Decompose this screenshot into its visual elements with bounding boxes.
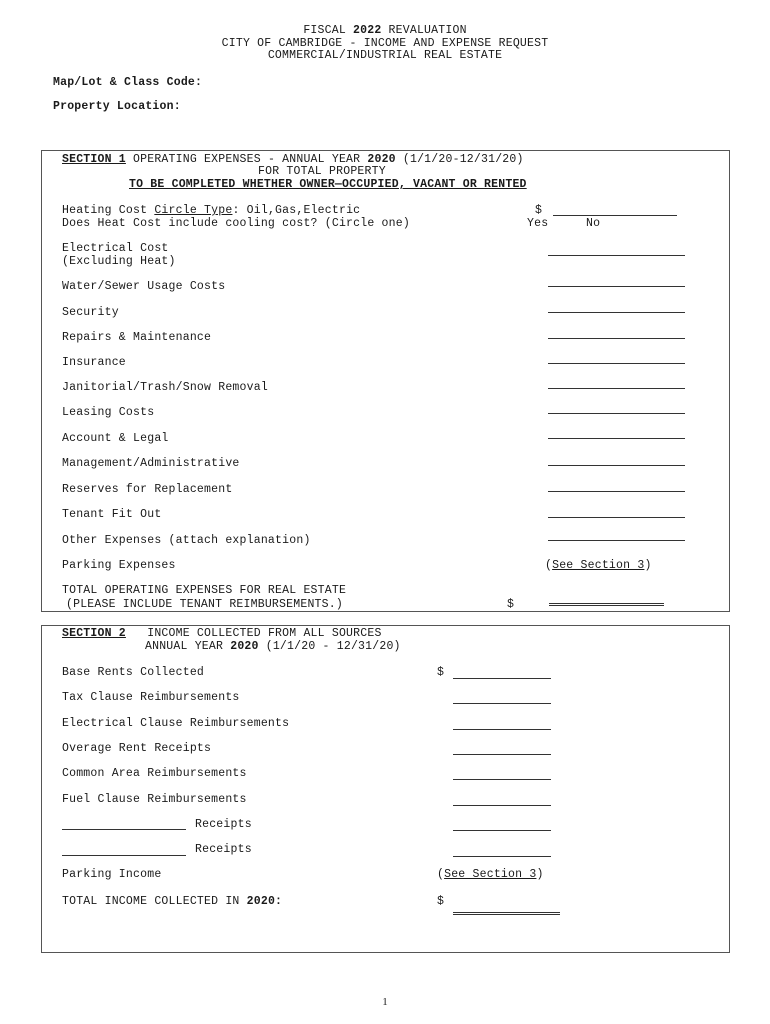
- receipts-amount-field[interactable]: [453, 856, 551, 857]
- header-line-1: FISCAL 2022 REVALUATION: [303, 24, 467, 37]
- section-1-subtitle: FOR TOTAL PROPERTY: [258, 165, 386, 178]
- expense-label: Reserves for Replacement: [62, 483, 233, 496]
- section-1-title: SECTION 1 OPERATING EXPENSES - ANNUAL YEAR 2020 (1/1/20-12/31/20): [62, 153, 524, 166]
- receipts-name-field[interactable]: [62, 829, 186, 830]
- parking-expenses-ref: (See Section 3): [545, 559, 652, 572]
- page-number: 1: [382, 996, 388, 1008]
- receipts-label: Receipts: [195, 843, 252, 856]
- expense-label: Security: [62, 306, 119, 319]
- expense-field[interactable]: [548, 465, 685, 466]
- expense-label: Account & Legal: [62, 432, 169, 445]
- heating-dollar: $: [535, 204, 543, 217]
- header-line-3: COMMERCIAL/INDUSTRIAL REAL ESTATE: [267, 49, 503, 62]
- income-label: Overage Rent Receipts: [62, 742, 212, 755]
- parking-expenses-label: Parking Expenses: [62, 559, 176, 572]
- total-income-label: TOTAL INCOME COLLECTED IN 2020:: [62, 895, 283, 908]
- income-field[interactable]: [453, 805, 551, 806]
- base-rents-field[interactable]: [453, 678, 551, 679]
- base-rents-dollar: $: [437, 666, 445, 679]
- receipts-name-field[interactable]: [62, 855, 186, 856]
- total-expenses-sublabel: (PLEASE INCLUDE TENANT REIMBURSEMENTS.): [66, 598, 343, 611]
- expense-label: Leasing Costs: [62, 406, 155, 419]
- section-2-year: ANNUAL YEAR 2020 (1/1/20 - 12/31/20): [145, 640, 401, 653]
- parking-income-ref: (See Section 3): [437, 868, 544, 881]
- expense-field[interactable]: [548, 363, 685, 364]
- electrical-cost-field[interactable]: [548, 255, 685, 256]
- income-field[interactable]: [453, 779, 551, 780]
- total-expenses-dollar: $: [507, 598, 515, 611]
- income-field[interactable]: [453, 703, 551, 704]
- income-label: Tax Clause Reimbursements: [62, 691, 240, 704]
- expense-field[interactable]: [548, 540, 685, 541]
- total-expenses-label: TOTAL OPERATING EXPENSES FOR REAL ESTATE: [62, 584, 347, 597]
- heating-cost-label: Heating Cost Circle Type: Oil,Gas,Electric: [62, 204, 361, 217]
- expense-field[interactable]: [548, 517, 685, 518]
- expense-field[interactable]: [548, 388, 685, 389]
- cooling-yes[interactable]: Yes: [527, 217, 549, 230]
- expense-label: Water/Sewer Usage Costs: [62, 280, 226, 293]
- heating-cost-field[interactable]: [553, 215, 677, 216]
- expense-field[interactable]: [548, 338, 685, 339]
- income-label: Fuel Clause Reimbursements: [62, 793, 247, 806]
- cooling-no[interactable]: No: [586, 217, 601, 230]
- parking-income-label: Parking Income: [62, 868, 162, 881]
- income-field[interactable]: [453, 729, 551, 730]
- expense-label: Tenant Fit Out: [62, 508, 162, 521]
- electrical-cost-sublabel: (Excluding Heat): [62, 255, 176, 268]
- expense-label: Insurance: [62, 356, 126, 369]
- expense-label: Janitorial/Trash/Snow Removal: [62, 381, 268, 394]
- receipts-amount-field[interactable]: [453, 830, 551, 831]
- electrical-cost-label: Electrical Cost: [62, 242, 169, 255]
- total-income-dollar: $: [437, 895, 445, 908]
- property-location-label: Property Location:: [53, 100, 181, 113]
- total-income-field[interactable]: [453, 912, 560, 915]
- expense-field[interactable]: [548, 286, 685, 287]
- base-rents-label: Base Rents Collected: [62, 666, 205, 679]
- expense-label: Other Expenses (attach explanation): [62, 534, 311, 547]
- expense-field[interactable]: [548, 438, 685, 439]
- expense-label: Management/Administrative: [62, 457, 240, 470]
- expense-field[interactable]: [548, 312, 685, 313]
- income-field[interactable]: [453, 754, 551, 755]
- map-lot-label: Map/Lot & Class Code:: [53, 76, 203, 89]
- section-2-title: SECTION 2 INCOME COLLECTED FROM ALL SOURCES: [62, 627, 382, 640]
- cooling-question: Does Heat Cost include cooling cost? (Circle one): [62, 217, 410, 230]
- expense-label: Repairs & Maintenance: [62, 331, 212, 344]
- income-label: Electrical Clause Reimbursements: [62, 717, 290, 730]
- income-label: Common Area Reimbursements: [62, 767, 247, 780]
- total-expenses-field[interactable]: [549, 603, 664, 606]
- receipts-label: Receipts: [195, 818, 252, 831]
- header-line-2: CITY OF CAMBRIDGE - INCOME AND EXPENSE REQUEST: [221, 37, 549, 50]
- expense-field[interactable]: [548, 491, 685, 492]
- section-1-instruction: TO BE COMPLETED WHETHER OWNER—OCCUPIED, VACANT OR RENTED: [129, 178, 527, 191]
- expense-field[interactable]: [548, 413, 685, 414]
